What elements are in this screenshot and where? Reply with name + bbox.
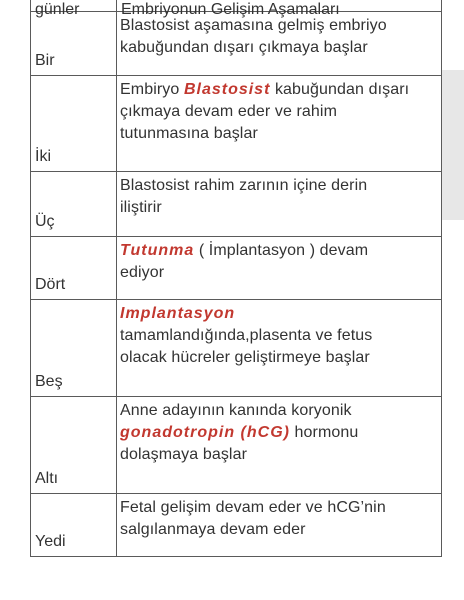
description-cell [117,494,442,557]
description-line: iliştirir [120,199,162,216]
description-line: Anne adayının kanında koryonik [120,402,352,419]
table-row [31,237,442,300]
table-row [31,12,442,76]
header-stages-text: Embriyonun Gelişim Aşamaları [121,1,340,18]
highlighted-term: gonadotropin (hCG) [120,424,290,441]
side-scroll-strip [441,70,464,220]
description-line [120,240,437,262]
day-cell: Üç [31,172,117,237]
text-segment: hormonu [294,424,359,441]
text-segment: Embiryo [120,81,180,98]
day-cell: Yedi [31,494,117,557]
description-line: olacak hücreler geliştirmeye başlar [120,349,370,366]
page-bottom-margin [0,588,464,600]
description-line: ediyor [120,264,165,281]
table-row [31,76,442,172]
description-cell [117,397,442,494]
description-cell [117,172,442,237]
header-days [31,0,117,18]
description-line: Blastosist rahim zarının içine derin [120,177,368,194]
day-cell: Bir [31,12,117,76]
description-line: çıkmaya devam eder ve rahim [120,103,338,120]
description-line [120,79,437,101]
header-stages [117,0,442,18]
highlighted-term: Implantasyon [120,305,236,322]
description-line: tutunmasına başlar [120,125,258,142]
description-line: salgılanmaya devam eder [120,521,306,538]
development-table-container [30,0,441,557]
description-line [120,422,437,444]
table-header-row [31,0,442,12]
highlighted-term: Blastosist [183,81,271,98]
day-cell: Dört [31,237,117,300]
day-cell: İki [31,76,117,172]
text-segment: kabuğundan dışarı [274,81,410,98]
embryo-development-table [30,0,442,557]
description-cell [117,237,442,300]
description-line [120,303,437,325]
description-line: tamamlandığında,plasenta ve fetus [120,327,373,344]
table-row [31,494,442,557]
day-cell: Beş [31,300,117,397]
highlighted-term: Tutunma [120,242,195,259]
description-line: dolaşmaya başlar [120,446,247,463]
table-row [31,397,442,494]
table-row [31,300,442,397]
description-cell [117,300,442,397]
header-days-text: günler [35,1,80,18]
text-segment: ( İmplantasyon ) devam [198,242,369,259]
description-cell [117,12,442,76]
description-line: Fetal gelişim devam eder ve hCG’nin [120,499,386,516]
description-cell [117,76,442,172]
description-line: kabuğundan dışarı çıkmaya başlar [120,39,368,56]
table-row [31,172,442,237]
description-line: Blastosist aşamasına gelmiş embriyo [120,17,387,34]
day-cell: Altı [31,397,117,494]
